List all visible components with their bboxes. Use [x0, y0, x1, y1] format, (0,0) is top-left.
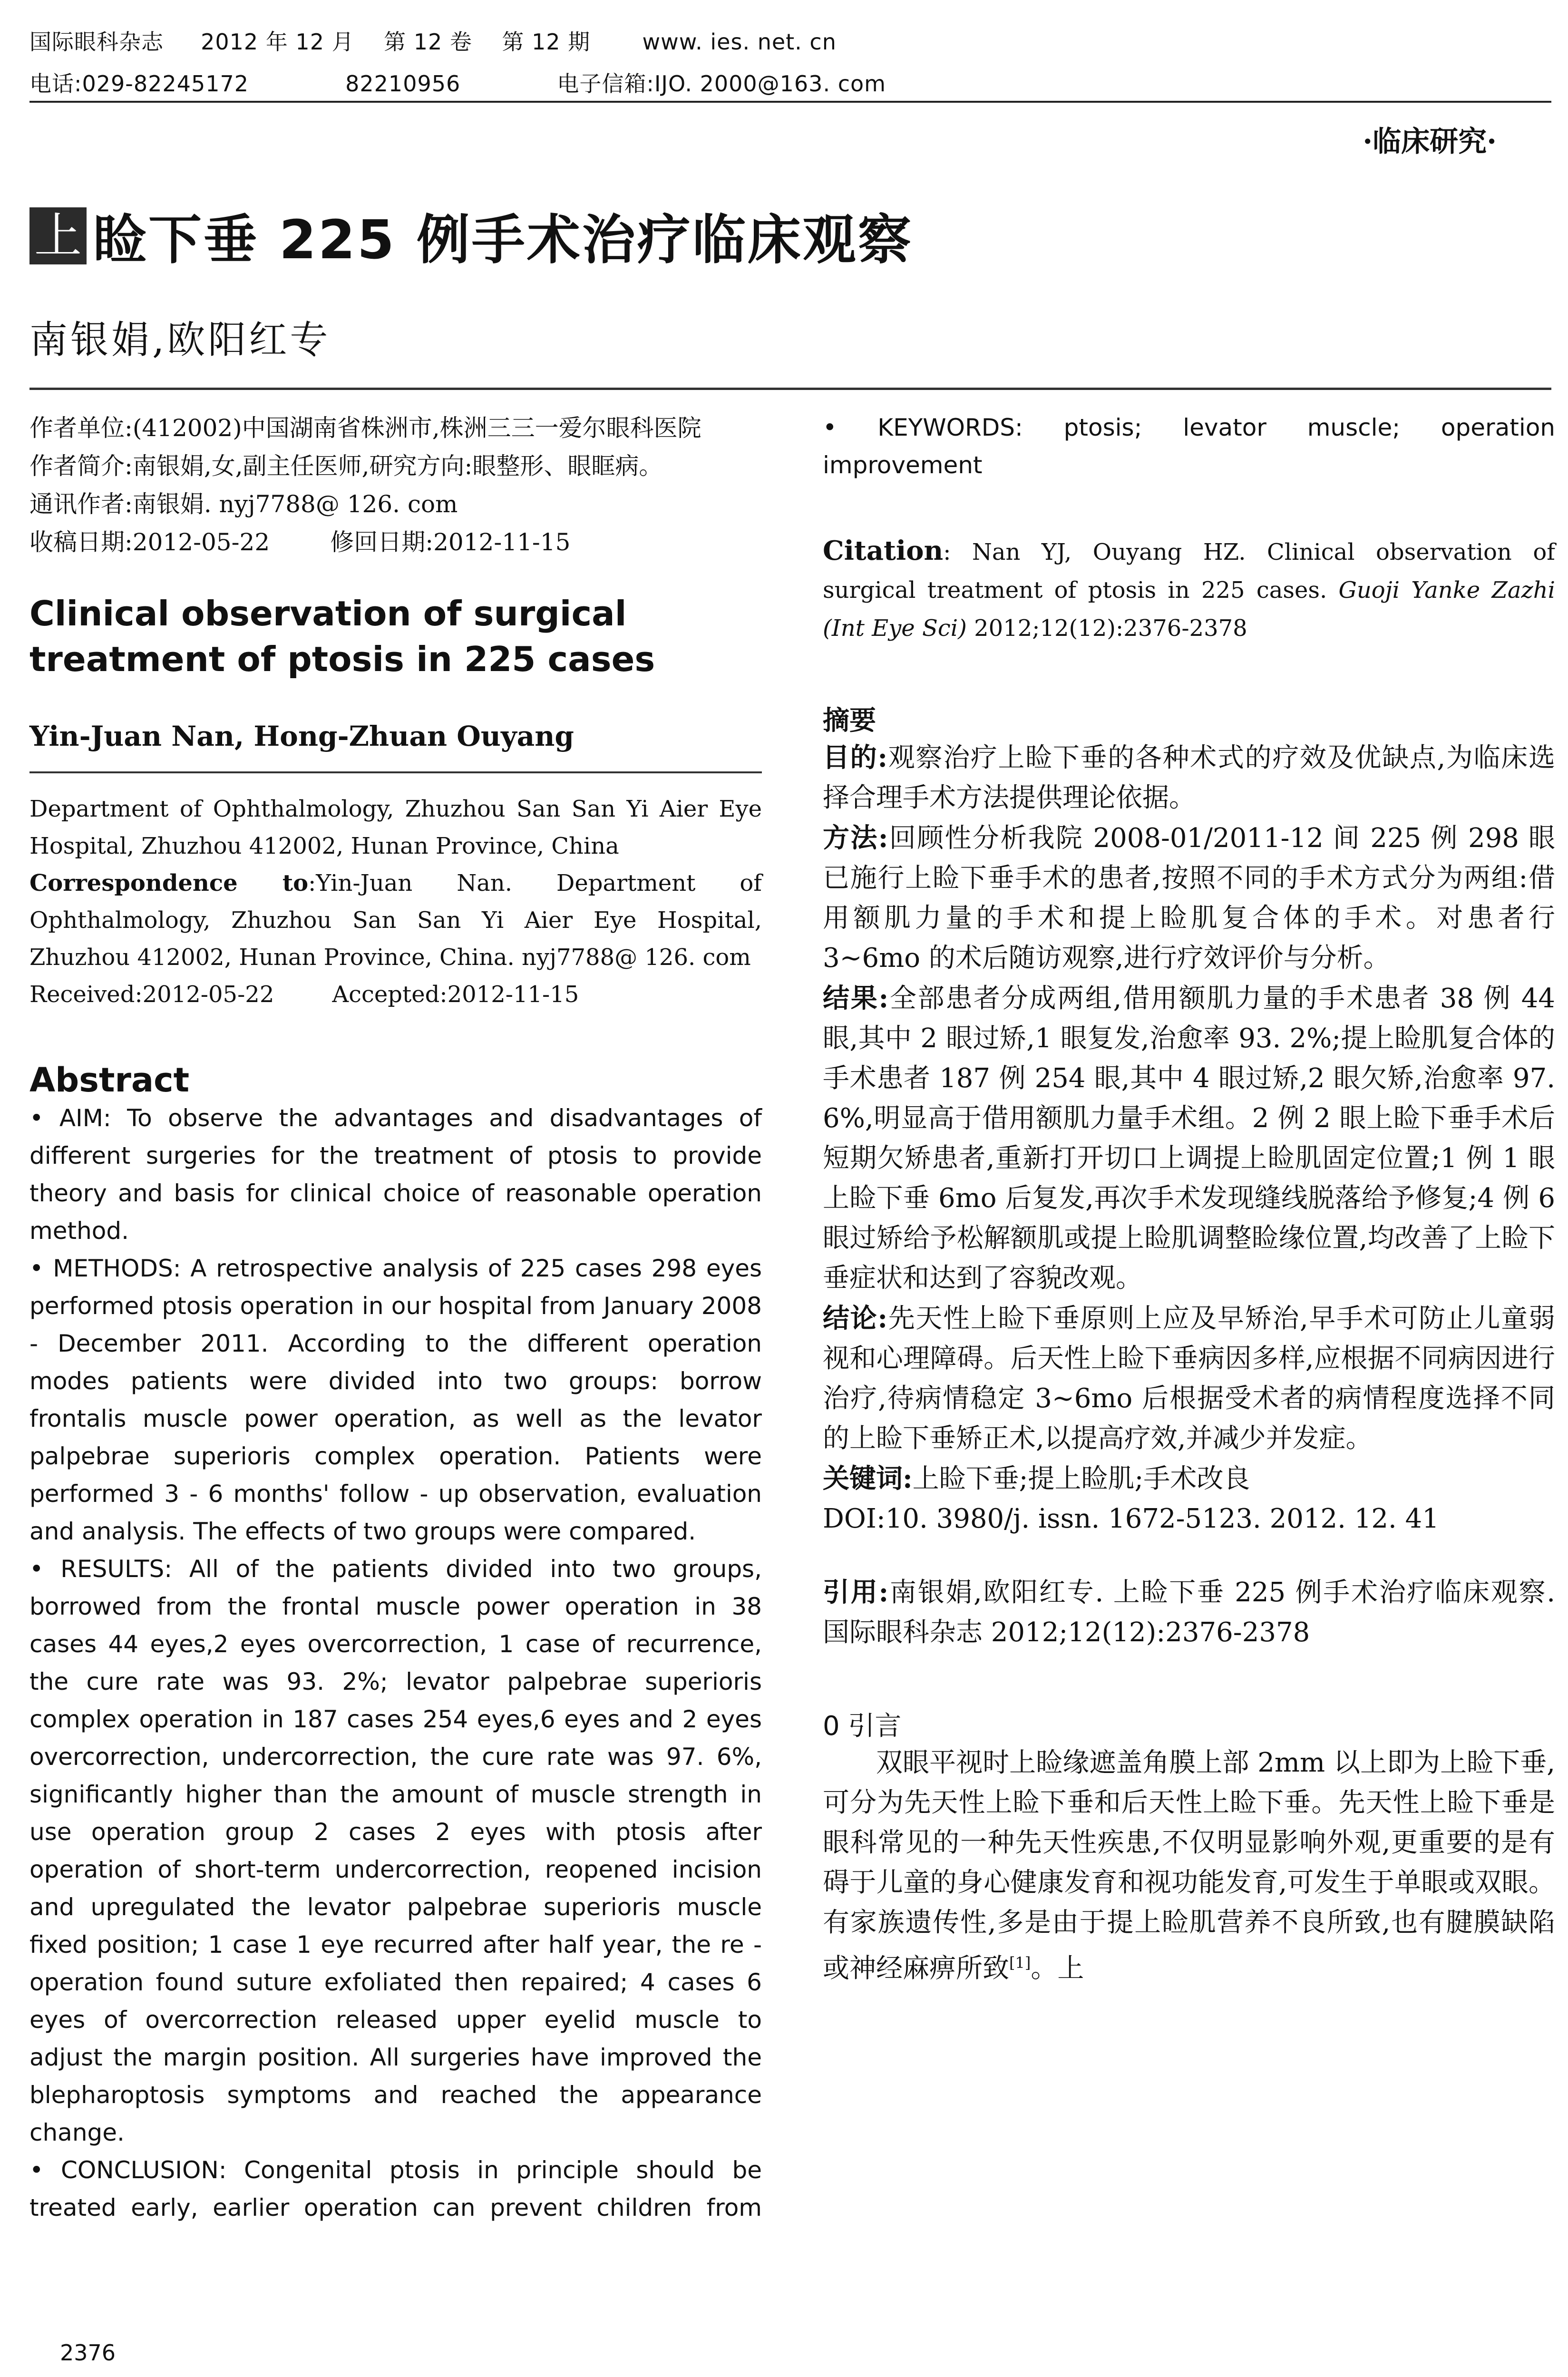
cn-keywords-label: 关键词: — [823, 1463, 913, 1494]
intro-heading: 0 引言 — [823, 1711, 902, 1742]
english-authors: Yin-Juan Nan, Hong-Zhuan Ouyang — [29, 720, 574, 752]
cn-aim — [823, 738, 1555, 818]
intro-tail: 。上 — [1031, 1953, 1084, 1984]
authors-cn: 南银娟,欧阳红专 — [29, 318, 331, 362]
abstract-methods: • METHODS: A retrospective analysis of 225 cases 298 eyes performed ptosis operation in our hospital from January 2008 - December 2011. According to the different operation modes patients were divided into two groups: borrow frontalis muscle power operation, as well as the levator palpebrae superioris complex operation. Patients were performed 3 - 6 months' follow - up observation, evaluation and analysis. The effects of two groups were compared. — [29, 1255, 762, 1545]
email: 电子信箱:IJO. 2000@163. com — [557, 71, 886, 97]
author-rule — [29, 771, 762, 773]
volume: 第 12 卷 — [384, 29, 472, 55]
abstract-continued — [823, 409, 1555, 484]
website: www. ies. net. cn — [642, 29, 837, 55]
intro-body: 双眼平视时上睑缘遮盖角膜上部 2mm 以上即为上睑下垂,可分为先天性上睑下垂和后天性上睑下垂。先天性上睑下垂是眼科常见的一种先天性疾患,不仅明显影响外观,更重要的是有碍于儿童的身心健康发育和视功能发育,可发生于单眼或双眼。有家族遗传性,多是由于提上睑肌营养不良所致,也有腱膜缺陷或神经麻痹所致 — [823, 1747, 1555, 1984]
cn-keywords — [823, 1459, 1555, 1499]
english-title: Clinical observation of surgical treatment of ptosis in 225 cases — [29, 594, 655, 679]
affiliation: 作者单位:(412002)中国湖南省株洲市,株洲三三一爱尔眼科医院 — [29, 414, 701, 442]
abstract-heading: Abstract — [29, 1061, 190, 1100]
phone-secondary: 82210956 — [345, 71, 461, 97]
journal-contact — [29, 67, 886, 98]
abstract-body — [29, 1100, 762, 2227]
section-tag: ·临床研究· — [1363, 125, 1497, 158]
cn-keywords-text: 上睑下垂;提上睑肌;手术改良 — [912, 1463, 1250, 1494]
cn-abstract-heading: 摘要 — [823, 705, 876, 736]
cn-methods — [823, 818, 1555, 978]
correspondence-label: Correspondence to — [29, 870, 309, 896]
corresponding-author: 通讯作者:南银娟. nyj7788@ 126. com — [29, 490, 458, 518]
cn-conclusion-label: 结论: — [823, 1303, 888, 1334]
cn-aim-text: 观察治疗上睑下垂的各种术式的疗效及优缺点,为临床选择合理手术方法提供理论依据。 — [823, 742, 1555, 813]
issue-date: 2012 年 12 月 — [201, 29, 354, 55]
cn-conclusion-text: 先天性上睑下垂原则上应及早矫治,早手术可防止儿童弱视和心理障碍。后天性上睑下垂病因多样,应根据不同病因进行治疗,待病情稳定 3~6mo 后根据受术者的病情程度选择不同的上睑下垂矫正术,以提高疗效,并减少并发症。 — [823, 1303, 1555, 1454]
cn-aim-label: 目的: — [823, 742, 888, 773]
cn-doi: DOI:10. 3980/j. issn. 1672-5123. 2012. 12. 41 — [823, 1503, 1439, 1534]
citation-text: : Nan YJ, Ouyang HZ. Clinical observation of surgical treatment of ptosis in 225 cases. — [823, 539, 1555, 604]
citation-label: Citation — [823, 535, 944, 566]
title-dropcap: 上 — [29, 207, 87, 264]
right-column — [823, 409, 1555, 1989]
cn-results-label: 结果: — [823, 983, 889, 1014]
cn-methods-label: 方法: — [823, 822, 888, 854]
received-dates: Received:2012-05-22 Accepted:2012-11-15 — [29, 981, 579, 1008]
cn-citation-label: 引用: — [823, 1577, 889, 1608]
abstract-results: • RESULTS: All of the patients divided into two groups, borrowed from the frontal muscle power operation in 38 cases 44 eyes,2 eyes overcorrection, 1 case of recurrence, the cure rate was 93. 2%; levator palpebrae superioris complex operation in 187 cases 254 eyes,6 eyes and 2 eyes overcorrection, undercorrection, the cure rate was 97. 6%, significantly higher than the amount of muscle strength in use operation group 2 cases 2 eyes with ptosis after operation of short-term undercorrection, reopened incision and upregulated the levator palpebrae superioris muscle fixed position; 1 case 1 eye recurred after half year, the re - operation found suture exfoliated then repaired; 4 cases 6 eyes of overcorrection released upper eyelid muscle to adjust the margin position. All surgeries have improved the blepharoptosis symptoms and reached the appearance change. — [29, 1555, 762, 2146]
header-rule — [29, 101, 1551, 103]
cn-methods-text: 回顾性分析我院 2008-01/2011-12 间 225 例 298 眼已施行上睑下垂手术的患者,按照不同的手术方式分为两组:借用额肌力量的手术和提上睑肌复合体的手术。对患者行 3~6mo 的术后随访观察,进行疗效评价与分析。 — [823, 823, 1556, 974]
abstract-keywords: • KEYWORDS: ptosis; levator muscle; operation improvement — [823, 414, 1555, 479]
phone: 电话:029-82245172 — [29, 71, 249, 97]
department: Department of Ophthalmology, Zhuzhou San San Yi Aier Eye Hospital, Zhuzhou 412002, Hunan Province, China — [29, 796, 762, 859]
author-info — [29, 409, 762, 561]
cn-conclusion — [823, 1298, 1555, 1459]
dates: 收稿日期:2012-05-22 修回日期:2012-11-15 — [29, 528, 571, 556]
cn-citation-text: 南银娟,欧阳红专. 上睑下垂 225 例手术治疗临床观察. 国际眼科杂志 2012;12(12):2376-2378 — [823, 1577, 1556, 1648]
intro-text — [823, 1743, 1555, 1989]
page-number: 2376 — [60, 2340, 116, 2366]
cn-results-text: 全部患者分成两组,借用额肌力量的手术患者 38 例 44 眼,其中 2 眼过矫,1 眼复发,治愈率 93. 2%;提上睑肌复合体的手术患者 187 例 254 眼,其中 4 眼过矫,2 眼欠矫,治愈率 97. 6%,明显高于借用额肌力量手术组。2 例 2 眼上睑下垂手术后短期欠矫患者,重新打开切口上调提上睑肌固定位置;1 例 1 眼上睑下垂 6mo 后复发,再次手术发现缝线脱落给予修复;4 例 6 眼过矫给予松解额肌或提上睑肌调整睑缘位置,均改善了上睑下垂症状和达到了容貌改观。 — [823, 983, 1556, 1294]
correspondence — [29, 865, 762, 976]
left-column — [29, 409, 762, 2227]
cn-results — [823, 978, 1555, 1298]
journal-name: 国际眼科杂志 — [29, 29, 164, 55]
title-text: 睑下垂 225 例手术治疗临床观察 — [93, 209, 913, 271]
journal-header — [29, 25, 837, 56]
citation — [823, 532, 1555, 647]
abstract-aim: • AIM: To observe the advantages and disadvantages of different surgeries for the treatment of ptosis to provide theory and basis for clinical choice of reasonable operation method. — [29, 1104, 762, 1245]
intro-ref: [1] — [1009, 1954, 1031, 1972]
page-title — [29, 197, 913, 274]
citation-journal: Guoji Yanke Zazhi (Int Eye Sci) — [823, 577, 1555, 642]
citation-tail: 2012;12(12):2376-2378 — [966, 615, 1247, 642]
correspondence-text: :Yin-Juan Nan. Department of Ophthalmology, Zhuzhou San San Yi Aier Eye Hospital, Zhuzhou 412002, Hunan Province, China. nyj7788@ 126. com — [29, 870, 762, 971]
author-bio: 作者简介:南银娟,女,副主任医师,研究方向:眼整形、眼眶病。 — [29, 452, 663, 480]
cn-citation — [823, 1572, 1555, 1653]
title-rule — [29, 388, 1551, 390]
cn-abstract-body — [823, 738, 1555, 1539]
abstract-conclusion: • CONCLUSION: Congenital ptosis in principle should be treated early, earlier operation can prevent children from — [29, 2156, 762, 2221]
issue: 第 12 期 — [502, 29, 591, 55]
